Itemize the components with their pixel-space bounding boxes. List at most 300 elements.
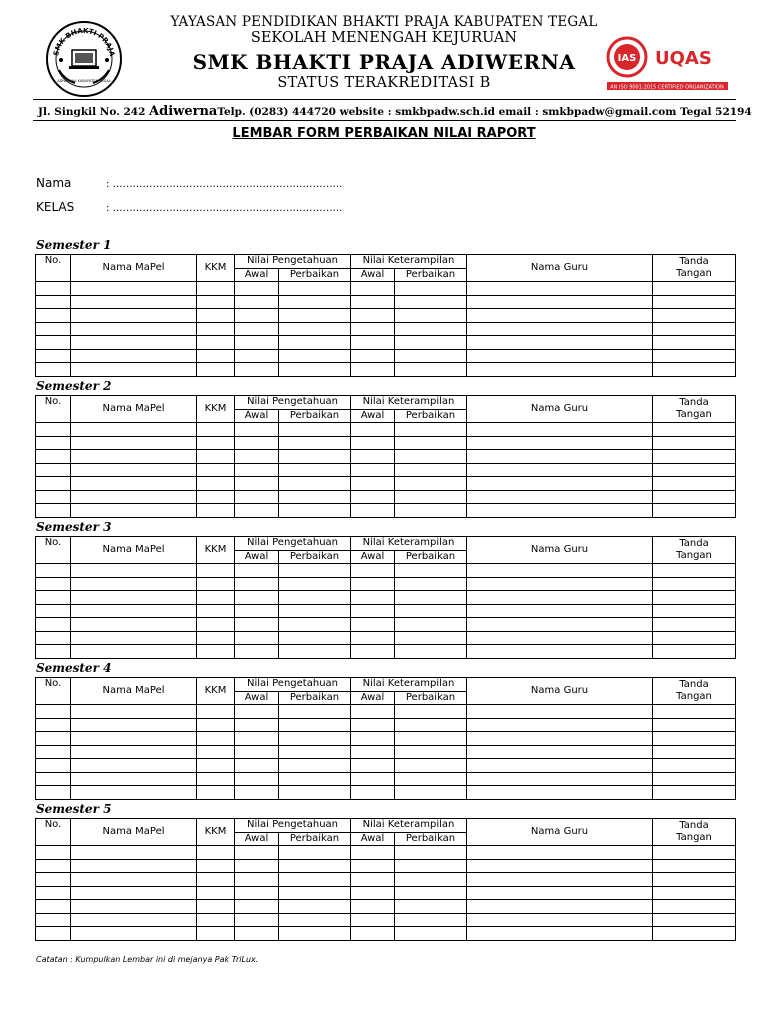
- table-cell[interactable]: [71, 732, 197, 746]
- table-cell[interactable]: [279, 846, 351, 860]
- table-cell[interactable]: [71, 786, 197, 800]
- table-cell[interactable]: [467, 846, 653, 860]
- table-cell[interactable]: [279, 591, 351, 605]
- table-cell[interactable]: [71, 349, 197, 363]
- table-cell[interactable]: [279, 564, 351, 578]
- table-cell[interactable]: [197, 732, 235, 746]
- table-cell[interactable]: [71, 846, 197, 860]
- table-cell[interactable]: [36, 322, 71, 336]
- table-cell[interactable]: [467, 772, 653, 786]
- table-cell[interactable]: [351, 450, 395, 464]
- table-cell[interactable]: [395, 873, 467, 887]
- table-cell[interactable]: [395, 859, 467, 873]
- table-cell[interactable]: [467, 463, 653, 477]
- table-cell[interactable]: [235, 618, 279, 632]
- table-cell[interactable]: [235, 645, 279, 659]
- table-cell[interactable]: [653, 645, 736, 659]
- table-cell[interactable]: [351, 772, 395, 786]
- table-cell[interactable]: [467, 295, 653, 309]
- table-cell[interactable]: [395, 282, 467, 296]
- table-cell[interactable]: [467, 504, 653, 518]
- table-cell[interactable]: [467, 450, 653, 464]
- table-cell[interactable]: [279, 604, 351, 618]
- table-cell[interactable]: [653, 336, 736, 350]
- table-cell[interactable]: [395, 322, 467, 336]
- table-cell[interactable]: [467, 886, 653, 900]
- table-cell[interactable]: [71, 772, 197, 786]
- table-cell[interactable]: [197, 322, 235, 336]
- table-cell[interactable]: [36, 349, 71, 363]
- table-cell[interactable]: [351, 786, 395, 800]
- table-cell[interactable]: [653, 504, 736, 518]
- table-cell[interactable]: [279, 282, 351, 296]
- table-cell[interactable]: [395, 900, 467, 914]
- table-cell[interactable]: [351, 363, 395, 377]
- table-cell[interactable]: [235, 900, 279, 914]
- table-cell[interactable]: [653, 295, 736, 309]
- table-cell[interactable]: [197, 490, 235, 504]
- table-cell[interactable]: [279, 645, 351, 659]
- table-cell[interactable]: [197, 504, 235, 518]
- table-cell[interactable]: [197, 463, 235, 477]
- table-cell[interactable]: [467, 745, 653, 759]
- table-cell[interactable]: [395, 309, 467, 323]
- table-cell[interactable]: [653, 363, 736, 377]
- table-cell[interactable]: [235, 846, 279, 860]
- table-cell[interactable]: [71, 759, 197, 773]
- table-cell[interactable]: [395, 591, 467, 605]
- table-cell[interactable]: [467, 618, 653, 632]
- table-cell[interactable]: [71, 631, 197, 645]
- table-cell[interactable]: [395, 477, 467, 491]
- table-cell[interactable]: [71, 490, 197, 504]
- table-cell[interactable]: [197, 450, 235, 464]
- table-cell[interactable]: [467, 913, 653, 927]
- table-cell[interactable]: [653, 913, 736, 927]
- table-cell[interactable]: [467, 927, 653, 941]
- table-cell[interactable]: [395, 618, 467, 632]
- table-cell[interactable]: [351, 336, 395, 350]
- table-cell[interactable]: [71, 450, 197, 464]
- table-cell[interactable]: [467, 732, 653, 746]
- table-cell[interactable]: [235, 604, 279, 618]
- table-cell[interactable]: [36, 490, 71, 504]
- table-cell[interactable]: [467, 859, 653, 873]
- table-cell[interactable]: [279, 336, 351, 350]
- table-cell[interactable]: [351, 309, 395, 323]
- table-cell[interactable]: [395, 295, 467, 309]
- table-cell[interactable]: [36, 477, 71, 491]
- table-cell[interactable]: [279, 772, 351, 786]
- table-cell[interactable]: [279, 786, 351, 800]
- table-cell[interactable]: [395, 336, 467, 350]
- table-cell[interactable]: [467, 705, 653, 719]
- table-cell[interactable]: [36, 436, 71, 450]
- table-cell[interactable]: [71, 618, 197, 632]
- table-cell[interactable]: [279, 927, 351, 941]
- table-cell[interactable]: [653, 772, 736, 786]
- table-cell[interactable]: [351, 759, 395, 773]
- table-cell[interactable]: [36, 631, 71, 645]
- table-cell[interactable]: [351, 423, 395, 437]
- table-cell[interactable]: [653, 282, 736, 296]
- table-cell[interactable]: [395, 436, 467, 450]
- table-cell[interactable]: [235, 772, 279, 786]
- table-cell[interactable]: [351, 886, 395, 900]
- table-cell[interactable]: [653, 591, 736, 605]
- table-cell[interactable]: [653, 577, 736, 591]
- table-cell[interactable]: [197, 309, 235, 323]
- table-cell[interactable]: [653, 309, 736, 323]
- table-cell[interactable]: [235, 886, 279, 900]
- table-cell[interactable]: [653, 886, 736, 900]
- table-cell[interactable]: [279, 322, 351, 336]
- table-cell[interactable]: [235, 732, 279, 746]
- table-cell[interactable]: [395, 886, 467, 900]
- table-cell[interactable]: [71, 322, 197, 336]
- table-cell[interactable]: [235, 309, 279, 323]
- nama-input-line[interactable]: : ……………………………………………………………: [106, 179, 343, 190]
- table-cell[interactable]: [467, 490, 653, 504]
- table-cell[interactable]: [653, 322, 736, 336]
- table-cell[interactable]: [36, 772, 71, 786]
- table-cell[interactable]: [395, 786, 467, 800]
- table-cell[interactable]: [653, 846, 736, 860]
- table-cell[interactable]: [36, 759, 71, 773]
- table-cell[interactable]: [197, 927, 235, 941]
- table-cell[interactable]: [279, 618, 351, 632]
- table-cell[interactable]: [395, 349, 467, 363]
- table-cell[interactable]: [279, 718, 351, 732]
- table-cell[interactable]: [71, 705, 197, 719]
- table-cell[interactable]: [279, 504, 351, 518]
- table-cell[interactable]: [395, 363, 467, 377]
- table-cell[interactable]: [653, 732, 736, 746]
- table-cell[interactable]: [71, 927, 197, 941]
- table-cell[interactable]: [36, 859, 71, 873]
- table-cell[interactable]: [351, 349, 395, 363]
- table-cell[interactable]: [351, 732, 395, 746]
- table-cell[interactable]: [36, 604, 71, 618]
- table-cell[interactable]: [71, 718, 197, 732]
- table-cell[interactable]: [395, 604, 467, 618]
- table-cell[interactable]: [279, 436, 351, 450]
- table-cell[interactable]: [197, 745, 235, 759]
- table-cell[interactable]: [235, 705, 279, 719]
- table-cell[interactable]: [395, 423, 467, 437]
- table-cell[interactable]: [71, 645, 197, 659]
- table-cell[interactable]: [235, 504, 279, 518]
- table-cell[interactable]: [279, 450, 351, 464]
- table-cell[interactable]: [36, 846, 71, 860]
- table-cell[interactable]: [351, 718, 395, 732]
- table-cell[interactable]: [279, 577, 351, 591]
- table-cell[interactable]: [467, 759, 653, 773]
- table-cell[interactable]: [36, 309, 71, 323]
- table-cell[interactable]: [235, 859, 279, 873]
- table-cell[interactable]: [467, 322, 653, 336]
- table-cell[interactable]: [36, 618, 71, 632]
- table-cell[interactable]: [36, 786, 71, 800]
- table-cell[interactable]: [36, 745, 71, 759]
- table-cell[interactable]: [71, 745, 197, 759]
- table-cell[interactable]: [36, 363, 71, 377]
- table-cell[interactable]: [279, 631, 351, 645]
- table-cell[interactable]: [653, 450, 736, 464]
- table-cell[interactable]: [395, 564, 467, 578]
- table-cell[interactable]: [351, 477, 395, 491]
- table-cell[interactable]: [235, 631, 279, 645]
- table-cell[interactable]: [71, 859, 197, 873]
- table-cell[interactable]: [71, 436, 197, 450]
- table-cell[interactable]: [197, 886, 235, 900]
- table-cell[interactable]: [279, 363, 351, 377]
- table-cell[interactable]: [351, 604, 395, 618]
- table-cell[interactable]: [197, 873, 235, 887]
- table-cell[interactable]: [351, 504, 395, 518]
- table-cell[interactable]: [351, 463, 395, 477]
- table-cell[interactable]: [36, 504, 71, 518]
- table-cell[interactable]: [71, 913, 197, 927]
- table-cell[interactable]: [71, 363, 197, 377]
- table-cell[interactable]: [395, 772, 467, 786]
- table-cell[interactable]: [71, 295, 197, 309]
- table-cell[interactable]: [467, 718, 653, 732]
- table-cell[interactable]: [395, 718, 467, 732]
- table-cell[interactable]: [467, 436, 653, 450]
- table-cell[interactable]: [71, 336, 197, 350]
- table-cell[interactable]: [467, 423, 653, 437]
- table-cell[interactable]: [197, 336, 235, 350]
- table-cell[interactable]: [235, 336, 279, 350]
- table-cell[interactable]: [653, 718, 736, 732]
- table-cell[interactable]: [653, 423, 736, 437]
- table-cell[interactable]: [197, 913, 235, 927]
- table-cell[interactable]: [653, 859, 736, 873]
- table-cell[interactable]: [71, 564, 197, 578]
- table-cell[interactable]: [395, 450, 467, 464]
- table-cell[interactable]: [36, 591, 71, 605]
- table-cell[interactable]: [279, 477, 351, 491]
- table-cell[interactable]: [197, 282, 235, 296]
- table-cell[interactable]: [197, 477, 235, 491]
- table-cell[interactable]: [71, 873, 197, 887]
- table-cell[interactable]: [197, 645, 235, 659]
- table-cell[interactable]: [235, 718, 279, 732]
- table-cell[interactable]: [279, 349, 351, 363]
- table-cell[interactable]: [279, 745, 351, 759]
- nama-field[interactable]: [36, 176, 343, 190]
- table-cell[interactable]: [467, 282, 653, 296]
- table-cell[interactable]: [197, 423, 235, 437]
- table-cell[interactable]: [653, 463, 736, 477]
- table-cell[interactable]: [197, 363, 235, 377]
- table-cell[interactable]: [36, 463, 71, 477]
- table-cell[interactable]: [395, 631, 467, 645]
- table-cell[interactable]: [279, 423, 351, 437]
- table-cell[interactable]: [71, 282, 197, 296]
- table-cell[interactable]: [279, 732, 351, 746]
- table-cell[interactable]: [71, 577, 197, 591]
- table-cell[interactable]: [351, 859, 395, 873]
- table-cell[interactable]: [351, 618, 395, 632]
- table-cell[interactable]: [351, 490, 395, 504]
- table-cell[interactable]: [235, 873, 279, 887]
- table-cell[interactable]: [71, 900, 197, 914]
- table-cell[interactable]: [279, 886, 351, 900]
- table-cell[interactable]: [36, 873, 71, 887]
- table-cell[interactable]: [71, 423, 197, 437]
- table-cell[interactable]: [36, 577, 71, 591]
- table-cell[interactable]: [279, 759, 351, 773]
- table-cell[interactable]: [351, 900, 395, 914]
- table-cell[interactable]: [36, 282, 71, 296]
- table-cell[interactable]: [279, 463, 351, 477]
- table-cell[interactable]: [197, 436, 235, 450]
- table-cell[interactable]: [279, 309, 351, 323]
- table-cell[interactable]: [197, 577, 235, 591]
- table-cell[interactable]: [653, 604, 736, 618]
- table-cell[interactable]: [351, 705, 395, 719]
- table-cell[interactable]: [351, 927, 395, 941]
- table-cell[interactable]: [351, 295, 395, 309]
- table-cell[interactable]: [36, 564, 71, 578]
- table-cell[interactable]: [653, 436, 736, 450]
- kelas-field[interactable]: [36, 200, 343, 214]
- table-cell[interactable]: [197, 564, 235, 578]
- table-cell[interactable]: [197, 604, 235, 618]
- table-cell[interactable]: [36, 295, 71, 309]
- table-cell[interactable]: [36, 423, 71, 437]
- table-cell[interactable]: [467, 873, 653, 887]
- table-cell[interactable]: [279, 490, 351, 504]
- table-cell[interactable]: [235, 591, 279, 605]
- table-cell[interactable]: [279, 859, 351, 873]
- table-cell[interactable]: [197, 900, 235, 914]
- table-cell[interactable]: [36, 450, 71, 464]
- table-cell[interactable]: [467, 631, 653, 645]
- table-cell[interactable]: [36, 886, 71, 900]
- table-cell[interactable]: [467, 336, 653, 350]
- table-cell[interactable]: [197, 705, 235, 719]
- table-cell[interactable]: [197, 759, 235, 773]
- table-cell[interactable]: [279, 295, 351, 309]
- table-cell[interactable]: [653, 490, 736, 504]
- table-cell[interactable]: [467, 363, 653, 377]
- table-cell[interactable]: [279, 873, 351, 887]
- table-cell[interactable]: [235, 490, 279, 504]
- table-cell[interactable]: [197, 591, 235, 605]
- table-cell[interactable]: [351, 645, 395, 659]
- kelas-input-line[interactable]: : ……………………………………………………………: [106, 203, 343, 214]
- table-cell[interactable]: [36, 705, 71, 719]
- table-cell[interactable]: [467, 564, 653, 578]
- table-cell[interactable]: [197, 786, 235, 800]
- table-cell[interactable]: [653, 477, 736, 491]
- table-cell[interactable]: [395, 504, 467, 518]
- table-cell[interactable]: [653, 631, 736, 645]
- table-cell[interactable]: [71, 477, 197, 491]
- table-cell[interactable]: [351, 873, 395, 887]
- table-cell[interactable]: [653, 786, 736, 800]
- table-cell[interactable]: [653, 759, 736, 773]
- table-cell[interactable]: [36, 913, 71, 927]
- table-cell[interactable]: [351, 564, 395, 578]
- table-cell[interactable]: [235, 927, 279, 941]
- table-cell[interactable]: [351, 436, 395, 450]
- table-cell[interactable]: [197, 718, 235, 732]
- table-cell[interactable]: [395, 577, 467, 591]
- table-cell[interactable]: [467, 477, 653, 491]
- table-cell[interactable]: [395, 913, 467, 927]
- table-cell[interactable]: [395, 490, 467, 504]
- table-cell[interactable]: [197, 295, 235, 309]
- table-cell[interactable]: [235, 564, 279, 578]
- table-cell[interactable]: [467, 900, 653, 914]
- table-cell[interactable]: [395, 759, 467, 773]
- table-cell[interactable]: [395, 463, 467, 477]
- table-cell[interactable]: [235, 745, 279, 759]
- table-cell[interactable]: [235, 282, 279, 296]
- table-cell[interactable]: [235, 436, 279, 450]
- table-cell[interactable]: [467, 604, 653, 618]
- table-cell[interactable]: [235, 786, 279, 800]
- table-cell[interactable]: [351, 577, 395, 591]
- table-cell[interactable]: [467, 577, 653, 591]
- table-cell[interactable]: [197, 846, 235, 860]
- table-cell[interactable]: [71, 886, 197, 900]
- table-cell[interactable]: [351, 591, 395, 605]
- table-cell[interactable]: [653, 564, 736, 578]
- table-cell[interactable]: [71, 591, 197, 605]
- table-cell[interactable]: [467, 786, 653, 800]
- table-cell[interactable]: [36, 645, 71, 659]
- table-cell[interactable]: [235, 450, 279, 464]
- table-cell[interactable]: [351, 631, 395, 645]
- table-cell[interactable]: [467, 645, 653, 659]
- table-cell[interactable]: [395, 645, 467, 659]
- table-cell[interactable]: [71, 604, 197, 618]
- table-cell[interactable]: [235, 349, 279, 363]
- table-cell[interactable]: [351, 913, 395, 927]
- table-cell[interactable]: [71, 309, 197, 323]
- table-cell[interactable]: [279, 913, 351, 927]
- table-cell[interactable]: [235, 295, 279, 309]
- table-cell[interactable]: [351, 322, 395, 336]
- table-cell[interactable]: [71, 463, 197, 477]
- table-cell[interactable]: [653, 927, 736, 941]
- table-cell[interactable]: [197, 618, 235, 632]
- table-cell[interactable]: [395, 846, 467, 860]
- table-cell[interactable]: [235, 477, 279, 491]
- table-cell[interactable]: [395, 745, 467, 759]
- table-cell[interactable]: [351, 745, 395, 759]
- table-cell[interactable]: [235, 759, 279, 773]
- table-cell[interactable]: [36, 732, 71, 746]
- table-cell[interactable]: [235, 363, 279, 377]
- table-cell[interactable]: [235, 322, 279, 336]
- table-cell[interactable]: [279, 900, 351, 914]
- table-cell[interactable]: [653, 705, 736, 719]
- table-cell[interactable]: [653, 900, 736, 914]
- table-cell[interactable]: [235, 577, 279, 591]
- table-cell[interactable]: [653, 745, 736, 759]
- table-cell[interactable]: [197, 631, 235, 645]
- table-cell[interactable]: [653, 618, 736, 632]
- table-cell[interactable]: [395, 705, 467, 719]
- table-cell[interactable]: [197, 349, 235, 363]
- table-cell[interactable]: [235, 463, 279, 477]
